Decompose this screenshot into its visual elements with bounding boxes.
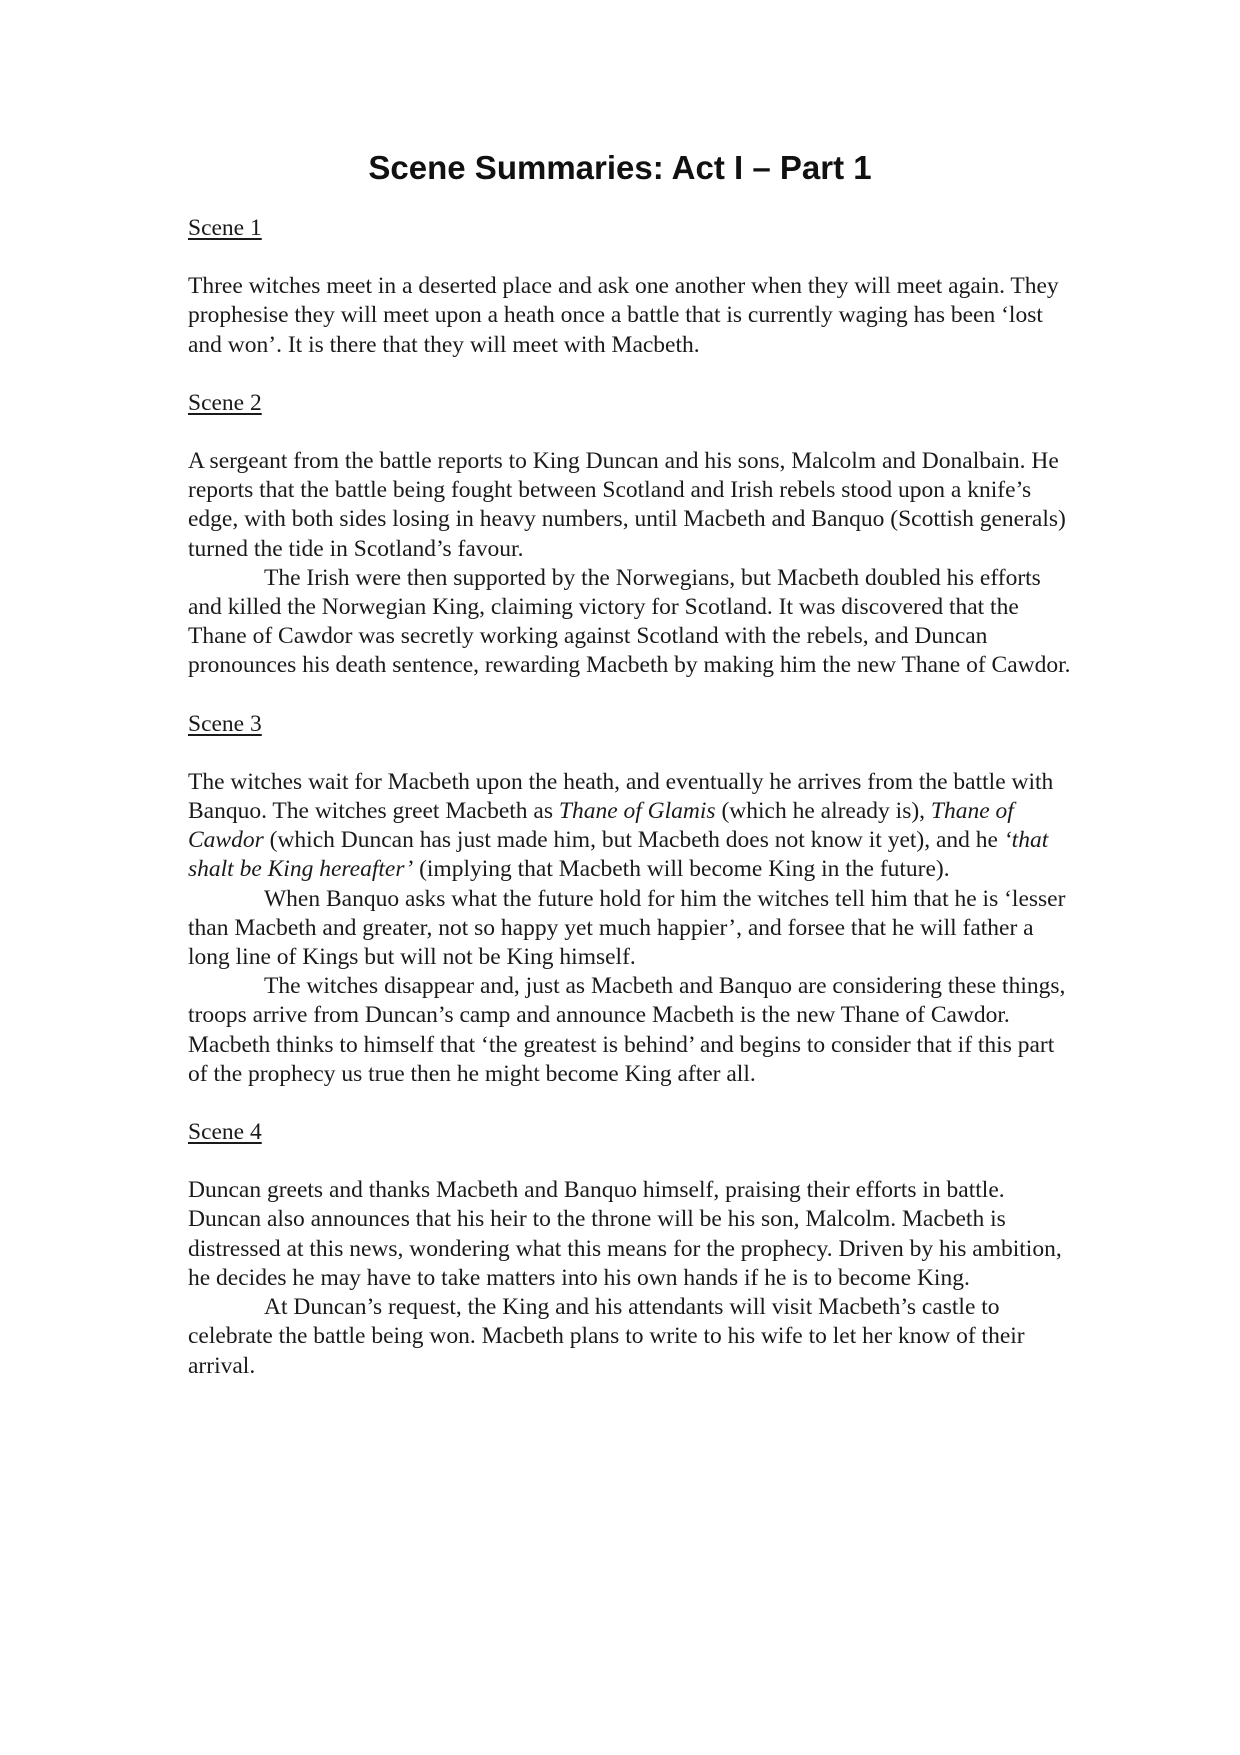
paragraph-text: When Banquo asks what the future hold for him the witches tell him that he is ‘lesser than Macbeth and greater, not so happy yet much happier’, and forsee that he will father a long line of Kings but will not be King himself. (188, 885, 1066, 971)
scene-paragraph (188, 1176, 1078, 1293)
paragraph-text: The witches wait for Macbeth upon the heath, and eventually he arrives from the battle with Banquo. The witches greet Macbeth as (188, 768, 1054, 825)
scene-section (188, 389, 1078, 681)
scene-section (188, 1118, 1078, 1381)
paragraph-text: At Duncan’s request, the King and his attendants will visit Macbeth’s castle to celebrate the battle being won. Macbeth plans to write to his wife to let her know of their arrival. (188, 1294, 1025, 1379)
italic-text: Thane of Glamis (558, 798, 716, 825)
italic-text: Thane of Cawdor (188, 798, 1014, 854)
paragraph-text: A sergeant from the battle reports to King Duncan and his sons, Malcolm and Donalbain. He reports that the battle being fought between Scotland and Irish rebels stood upon a knife’s edge, with both sides losing in heavy numbers, until Macbeth and Banquo (Scottish generals) turned the tide in Scotland’s favour. (188, 448, 1066, 562)
scene-paragraph (188, 1293, 1078, 1381)
italic-text: ‘that shalt be King hereafter’ (188, 827, 1049, 883)
scene-heading: Scene 4 (188, 1119, 262, 1146)
paragraph-text: (implying that Macbeth will become King in the future). (413, 856, 950, 883)
paragraph-text: Three witches meet in a deserted place and ask one another when they will meet again. They prophesise they will meet upon a heath once a battle that is currently waging has been ‘lost and won’. It is there that they will meet with Macbeth. (188, 273, 1059, 358)
scene-heading: Scene 1 (188, 215, 262, 241)
scene-section (188, 710, 1078, 1089)
page-title: Scene Summaries: Act I – Part 1 (368, 149, 872, 186)
paragraph-text: The Irish were then supported by the Norwegians, but Macbeth doubled his efforts and killed the Norwegian King, claiming victory for Scotland. It was discovered that the Thane of Cawdor was secretly working against Scotland with the rebels, and Duncan pronounces his death sentence, rewarding Macbeth by making him the new Thane of Cawdor. (188, 564, 1071, 679)
scene-heading: Scene 3 (188, 710, 262, 737)
scene-paragraph (188, 272, 1078, 360)
scene-paragraph (188, 564, 1078, 681)
scene-paragraph (188, 972, 1078, 1089)
scene-paragraph (188, 768, 1078, 885)
scene-paragraph (188, 447, 1078, 564)
scene-heading: Scene 2 (188, 389, 262, 416)
scene-list (188, 214, 1078, 1410)
paragraph-text: Duncan greets and thanks Macbeth and Banquo himself, praising their efforts in battle. Duncan also announces that his heir to the throne will be his son, Malcolm. Macbeth is distressed at this news, wondering what this means for the prophecy. Driven by his ambition, he decides he may have to take matters into his own hands if he is to become King. (188, 1177, 1062, 1291)
scene-section (188, 214, 1078, 360)
paragraph-text: (which Duncan has just made him, but Macbeth does not know it yet), and he (263, 827, 1004, 854)
paragraph-text: (which he already is), (715, 798, 931, 825)
paragraph-text: The witches disappear and, just as Macbeth and Banquo are considering these things, troops arrive from Duncan’s camp and announce Macbeth is the new Thane of Cawdor. Macbeth thinks to himself that ‘the greatest is behind’ and begins to consider that if this part of the prophecy us true then he might become King after all. (188, 973, 1066, 1087)
scene-paragraph (188, 885, 1078, 973)
